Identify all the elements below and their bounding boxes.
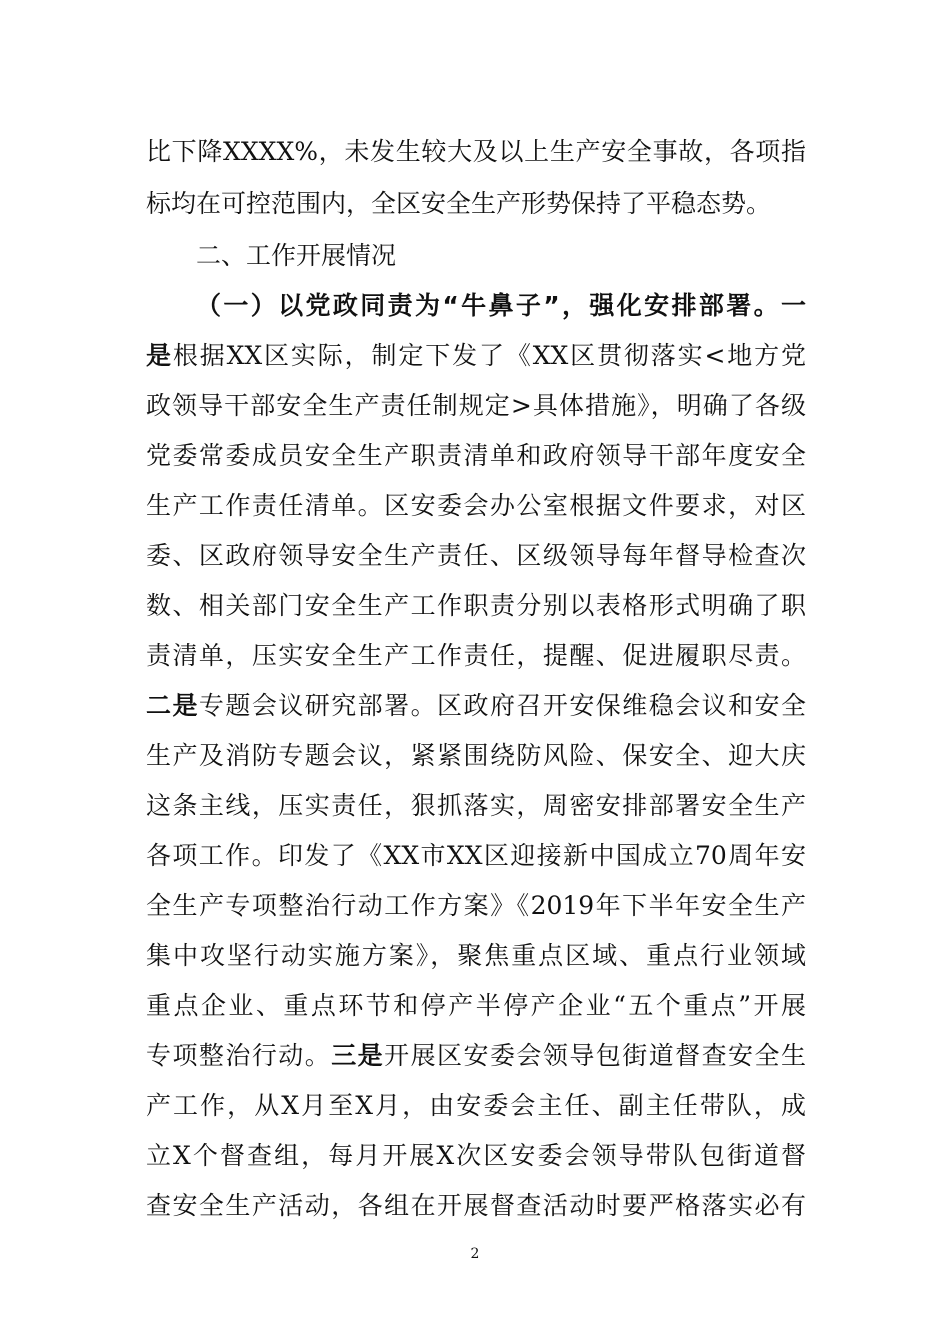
section1-line-1 — [146, 336, 806, 376]
body-line-2: 标均在可控范围内，全区安全生产形势保持了平稳态势。 — [146, 189, 772, 218]
body-line-1: 比下降XXXX%，未发生较大及以上生产安全事故，各项指 — [146, 137, 806, 166]
page-number: 2 — [470, 1246, 480, 1262]
section1-line-3: 党委常委成员安全生产职责清单和政府领导干部年度安全 — [146, 441, 806, 470]
second-marker: 二是 — [146, 691, 199, 720]
section1-line-4: 生产工作责任清单。区安委会办公室根据文件要求，对区 — [146, 491, 806, 520]
section1-title-line — [196, 286, 806, 326]
section1-line-10: 这条主线，压实责任，狠抓落实，周密安排部署安全生产 — [146, 791, 806, 820]
section1-line-11: 各项工作。印发了《XX市XX区迎接新中国成立70周年安 — [146, 841, 806, 870]
section1-line-1-text: 根据XX区实际，制定下发了《XX区贯彻落实<地方党 — [172, 341, 806, 370]
section1-line-2: 政领导干部安全生产责任制规定>具体措施》，明确了各级 — [146, 391, 806, 420]
section1-line-16: 产工作，从X月至X月，由安委会主任、副主任带队，成 — [146, 1091, 806, 1120]
third-pre: 专项整治行动。 — [146, 1041, 332, 1070]
third-text: 开展区安委会领导包街道督查安全生 — [384, 1041, 806, 1070]
section1-line-18: 查安全生产活动，各组在开展督查活动时要严格落实必有 — [146, 1191, 806, 1220]
section1-line-8 — [146, 686, 806, 726]
second-text: 专题会议研究部署。区政府召开安保维稳会议和安全 — [198, 691, 806, 720]
third-marker: 三是 — [331, 1041, 385, 1070]
first-marker: 一 — [780, 291, 806, 320]
first-marker-rest: 是 — [146, 341, 173, 370]
section1-line-9: 生产及消防专题会议，紧紧围绕防风险、保安全、迎大庆 — [146, 741, 806, 770]
section1-line-15 — [146, 1036, 806, 1076]
section1-line-14: 重点企业、重点环节和停产半停产企业“五个重点”开展 — [146, 991, 806, 1020]
section-heading: 二、工作开展情况 — [196, 241, 397, 270]
section1-line-6: 数、相关部门安全生产工作职责分别以表格形式明确了职 — [146, 591, 806, 620]
section1-line-5: 委、区政府领导安全生产责任、区级领导每年督导检查次 — [146, 541, 806, 570]
section1-line-17: 立X个督查组，每月开展X次区安委会领导带队包街道督 — [146, 1141, 806, 1170]
section1-title: （一）以党政同责为“牛鼻子”，强化安排部署。 — [196, 291, 781, 320]
section1-line-7: 责清单，压实安全生产工作责任，提醒、促进履职尽责。 — [146, 641, 806, 670]
section1-line-13: 集中攻坚行动实施方案》，聚焦重点区域、重点行业领域 — [146, 941, 806, 970]
section1-line-12: 全生产专项整治行动工作方案》《2019年下半年安全生产 — [146, 891, 806, 920]
